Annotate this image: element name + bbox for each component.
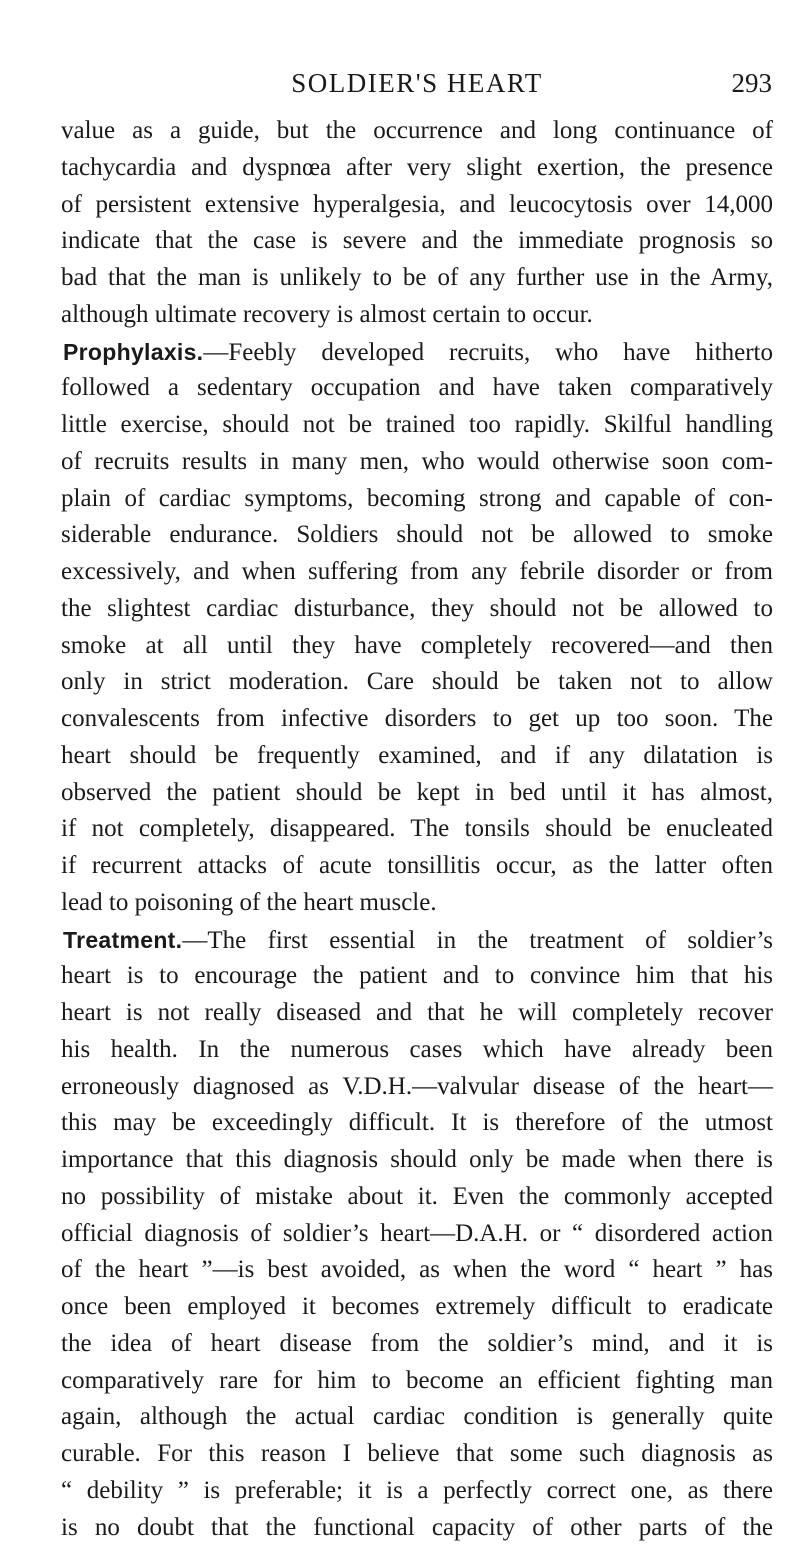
text-line: once been employed it becomes extremely difficult to eradicate [61,1289,773,1326]
text-line: value as a guide, but the occurrence and long continuance of [61,113,773,150]
text-line: bad that the man is unlikely to be of any further use in the Army, [61,260,773,297]
text-line: again, although the actual cardiac condition is generally quite [61,1399,773,1436]
text-line: is no doubt that the functional capacity of other parts of the [61,1510,773,1546]
text-line: followed a sedentary occupation and have taken comparatively [61,370,773,407]
text-line: curable. For this reason I believe that some such diagnosis as [61,1436,773,1473]
text-line: heart should be frequently examined, and if any dilatation is [61,738,773,775]
text-line: observed the patient should be kept in bed until it has almost, [61,775,773,812]
text-line: of recruits results in many men, who would otherwise soon com- [61,444,773,481]
text-line: although ultimate recovery is almost certain to occur. [61,297,773,334]
text-line: plain of cardiac symptoms, becoming strong and capable of con- [61,481,773,518]
section-heading-prophylaxis: Prophylaxis. [63,339,203,365]
text-line: of persistent extensive hyperalgesia, and leucocytosis over 14,000 [61,187,773,224]
text-line: —Feebly developed recruits, who have hitherto [203,339,773,366]
text-line: if not completely, disappeared. The tonsils should be enucleated [61,811,773,848]
text-line: tachycardia and dyspnœa after very slight exertion, the presence [61,150,773,187]
text-line: —The first essential in the treatment of soldier’s [182,927,773,954]
running-head [62,66,772,100]
text-line: little exercise, should not be trained too rapidly. Skilful handling [61,407,773,444]
text-line: official diagnosis of soldier’s heart—D.A.H. or “ disordered action [61,1216,773,1253]
text-line: the slightest cardiac disturbance, they should not be allowed to [61,591,773,628]
section-heading-treatment: Treatment. [63,927,182,953]
running-title: SOLDIER'S HEART [62,66,772,100]
text-line: smoke at all until they have completely recovered—and then [61,628,773,665]
text-line: the idea of heart disease from the soldier’s mind, and it is [61,1326,773,1363]
paragraph-treatment-first-line [61,922,773,959]
paragraph-prophylaxis-first-line [61,334,773,371]
body-text [61,113,773,1546]
text-line: indicate that the case is severe and the immediate prognosis so [61,223,773,260]
text-line: convalescents from infective disorders to get up too soon. The [61,701,773,738]
text-line: only in strict moderation. Care should be taken not to allow [61,664,773,701]
text-line: lead to poisoning of the heart muscle. [61,885,773,922]
text-line: excessively, and when suffering from any febrile disorder or from [61,554,773,591]
text-line: heart is not really diseased and that he will completely recover [61,995,773,1032]
text-line: “ debility ” is preferable; it is a perfectly correct one, as there [61,1473,773,1510]
text-line: of the heart ”—is best avoided, as when the word “ heart ” has [61,1252,773,1289]
text-line: no possibility of mistake about it. Even the commonly accepted [61,1179,773,1216]
text-line: his health. In the numerous cases which have already been [61,1032,773,1069]
text-line: this may be exceedingly difficult. It is therefore of the utmost [61,1105,773,1142]
text-line: erroneously diagnosed as V.D.H.—valvular disease of the heart— [61,1069,773,1106]
text-line: comparatively rare for him to become an efficient fighting man [61,1363,773,1400]
text-line: if recurrent attacks of acute tonsillitis occur, as the latter often [61,848,773,885]
text-line: siderable endurance. Soldiers should not be allowed to smoke [61,517,773,554]
text-line: heart is to encourage the patient and to convince him that his [61,958,773,995]
page-number: 293 [732,66,773,100]
text-line: importance that this diagnosis should only be made when there is [61,1142,773,1179]
